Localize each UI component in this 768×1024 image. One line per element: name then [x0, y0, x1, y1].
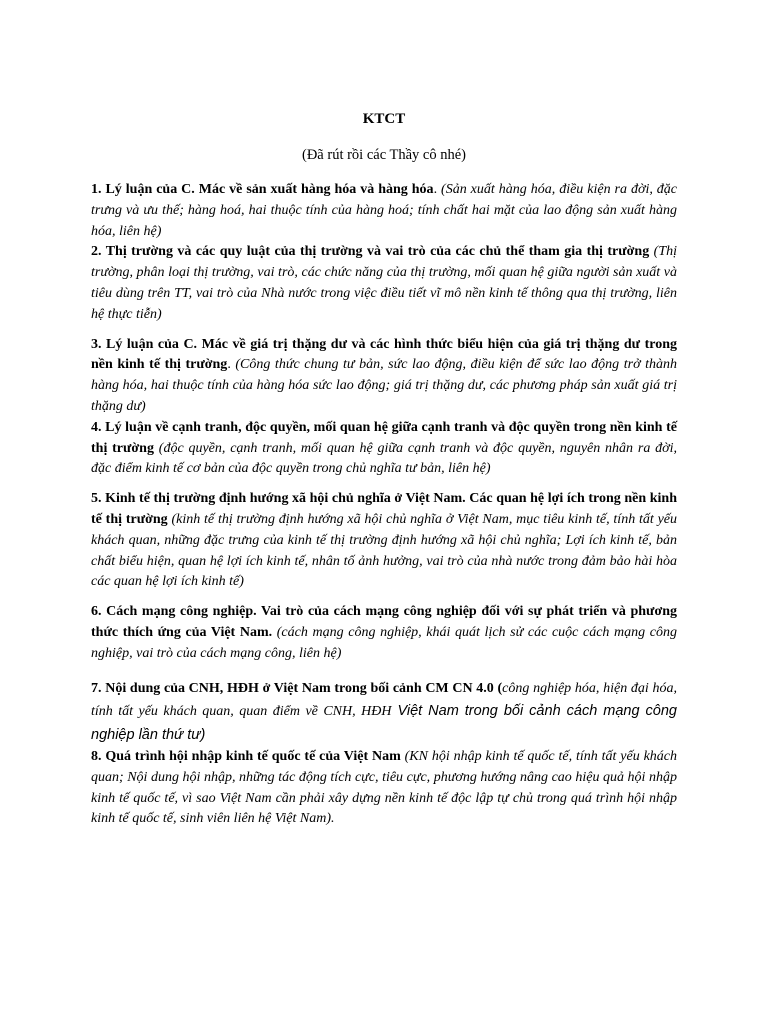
list-item-4 — [91, 418, 677, 480]
list-item-6 — [91, 602, 677, 664]
list-item-2 — [91, 242, 677, 325]
document-title: KTCT — [362, 111, 406, 127]
item-heading: 6. Cách mạng công nghiệp. Vai trò của cách mạng công nghiệp đối với sự phát triển và phương thức thích ứng của Việt Nam. — [91, 604, 677, 640]
list-item-3 — [91, 335, 677, 418]
document-subtitle: (Đã rút rồi các Thầy cô nhé) — [302, 147, 466, 163]
item-details: (Công thức chung tư bản, sức lao động, điều kiện để sức lao động trở thành hàng hóa, hai thuộc tính của hàng hóa sức lao động; giá trị thặng dư, các phương pháp sản xuất giá trị thặng dư) — [91, 357, 677, 414]
list-item-8 — [91, 747, 677, 830]
item-heading: 5. Kinh tế thị trường định hướng xã hội chủ nghĩa ở Việt Nam. Các quan hệ lợi ích trong nền kinh tế thị trường — [91, 491, 677, 527]
item-heading: 3. Lý luận của C. Mác về giá trị thặng dư và các hình thức biểu hiện của giá trị thặng dư trong nền kinh tế thị trường — [91, 336, 677, 373]
item-details: (kinh tế thị trường định hướng xã hội chủ nghĩa ở Việt Nam, mục tiêu kinh tế, tính tất yếu khách quan, những đặc trưng của kinh tế thị trường định hướng xã hội chủ nghĩa; Lợi ích kinh tế, bản chất biểu hiện, quan hệ lợi ích kinh tế, nhân tố ảnh hưởng, vai trò của nhà nước trong đảm bảo hài hòa các quan hệ lợi ích kinh tế) — [91, 511, 678, 590]
item-heading: 8. Quá trình hội nhập kinh tế quốc tế của Việt Nam — [91, 749, 401, 765]
list-item-5 — [91, 489, 677, 593]
item-heading: 2. Thị trường và các quy luật của thị trường và vai trò của các chủ thể tham gia thị trường — [91, 244, 650, 260]
item-details: (Sản xuất hàng hóa, điều kiện ra đời, đặc trưng và ưu thế; hàng hoá, hai thuộc tính của hàng hoá; tính chất hai mặt của lao động sản xuất hàng hóa, liên hệ) — [91, 182, 678, 239]
item-details: (cách mạng công nghiệp, khái quát lịch sử các cuộc cách mạng công nghiệp, vai trò của cách mạng công, liên hệ) — [91, 624, 678, 661]
list-item-1 — [91, 180, 677, 242]
item-details: công nghiệp hóa, hiện đại hóa, tính tất yếu khách quan, quan điểm về CNH, HĐH — [91, 680, 677, 720]
document-page — [91, 108, 677, 830]
item-details: (độc quyền, cạnh tranh, mối quan hệ giữa cạnh tranh và độc quyền, nguyên nhân ra đời, đặc điểm kinh tế cơ bản của độc quyền trong chủ nghĩa tư bản, liên hệ) — [91, 440, 677, 477]
item-heading: 1. Lý luận của C. Mác về sản xuất hàng hóa và hàng hóa — [91, 182, 434, 197]
item-details: (Thị trường, phân loại thị trường, vai trò, các chức năng của thị trường, mối quan hệ giữa người sản xuất và tiêu dùng trên TT, vai trò của Nhà nước trong việc điều tiết vĩ mô nền kinh tế thông qua thị trường, liên hệ thực tiễn) — [91, 244, 677, 322]
item-separator: . — [227, 357, 236, 373]
item-details: (KN hội nhập kinh tế quốc tế, tính tất yếu khách quan; Nội dung hội nhập, những tác động tích cực, tiêu cực, phương hướng nâng cao hiệu quả hội nhập kinh tế quốc tế, vì sao Việt Nam cần phải xây dựng nền kinh tế độc lập tự chủ trong quá trình hội nhập kinh tế quốc tế, sinh viên liên hệ Việt Nam). — [91, 749, 677, 827]
list-item-7 — [91, 677, 677, 748]
item-details-tail: Việt Nam trong bối cảnh cách mạng công nghiệp lần thứ tư) — [91, 703, 677, 743]
item-separator: . — [433, 182, 442, 197]
item-heading: 7. Nội dung của CNH, HĐH ở Việt Nam trong bối cảnh CM CN 4.0 ( — [91, 680, 503, 696]
item-heading: 4. Lý luận về cạnh tranh, độc quyền, mối quan hệ giữa cạnh tranh và độc quyền trong nền kinh tế thị trường — [91, 419, 677, 456]
